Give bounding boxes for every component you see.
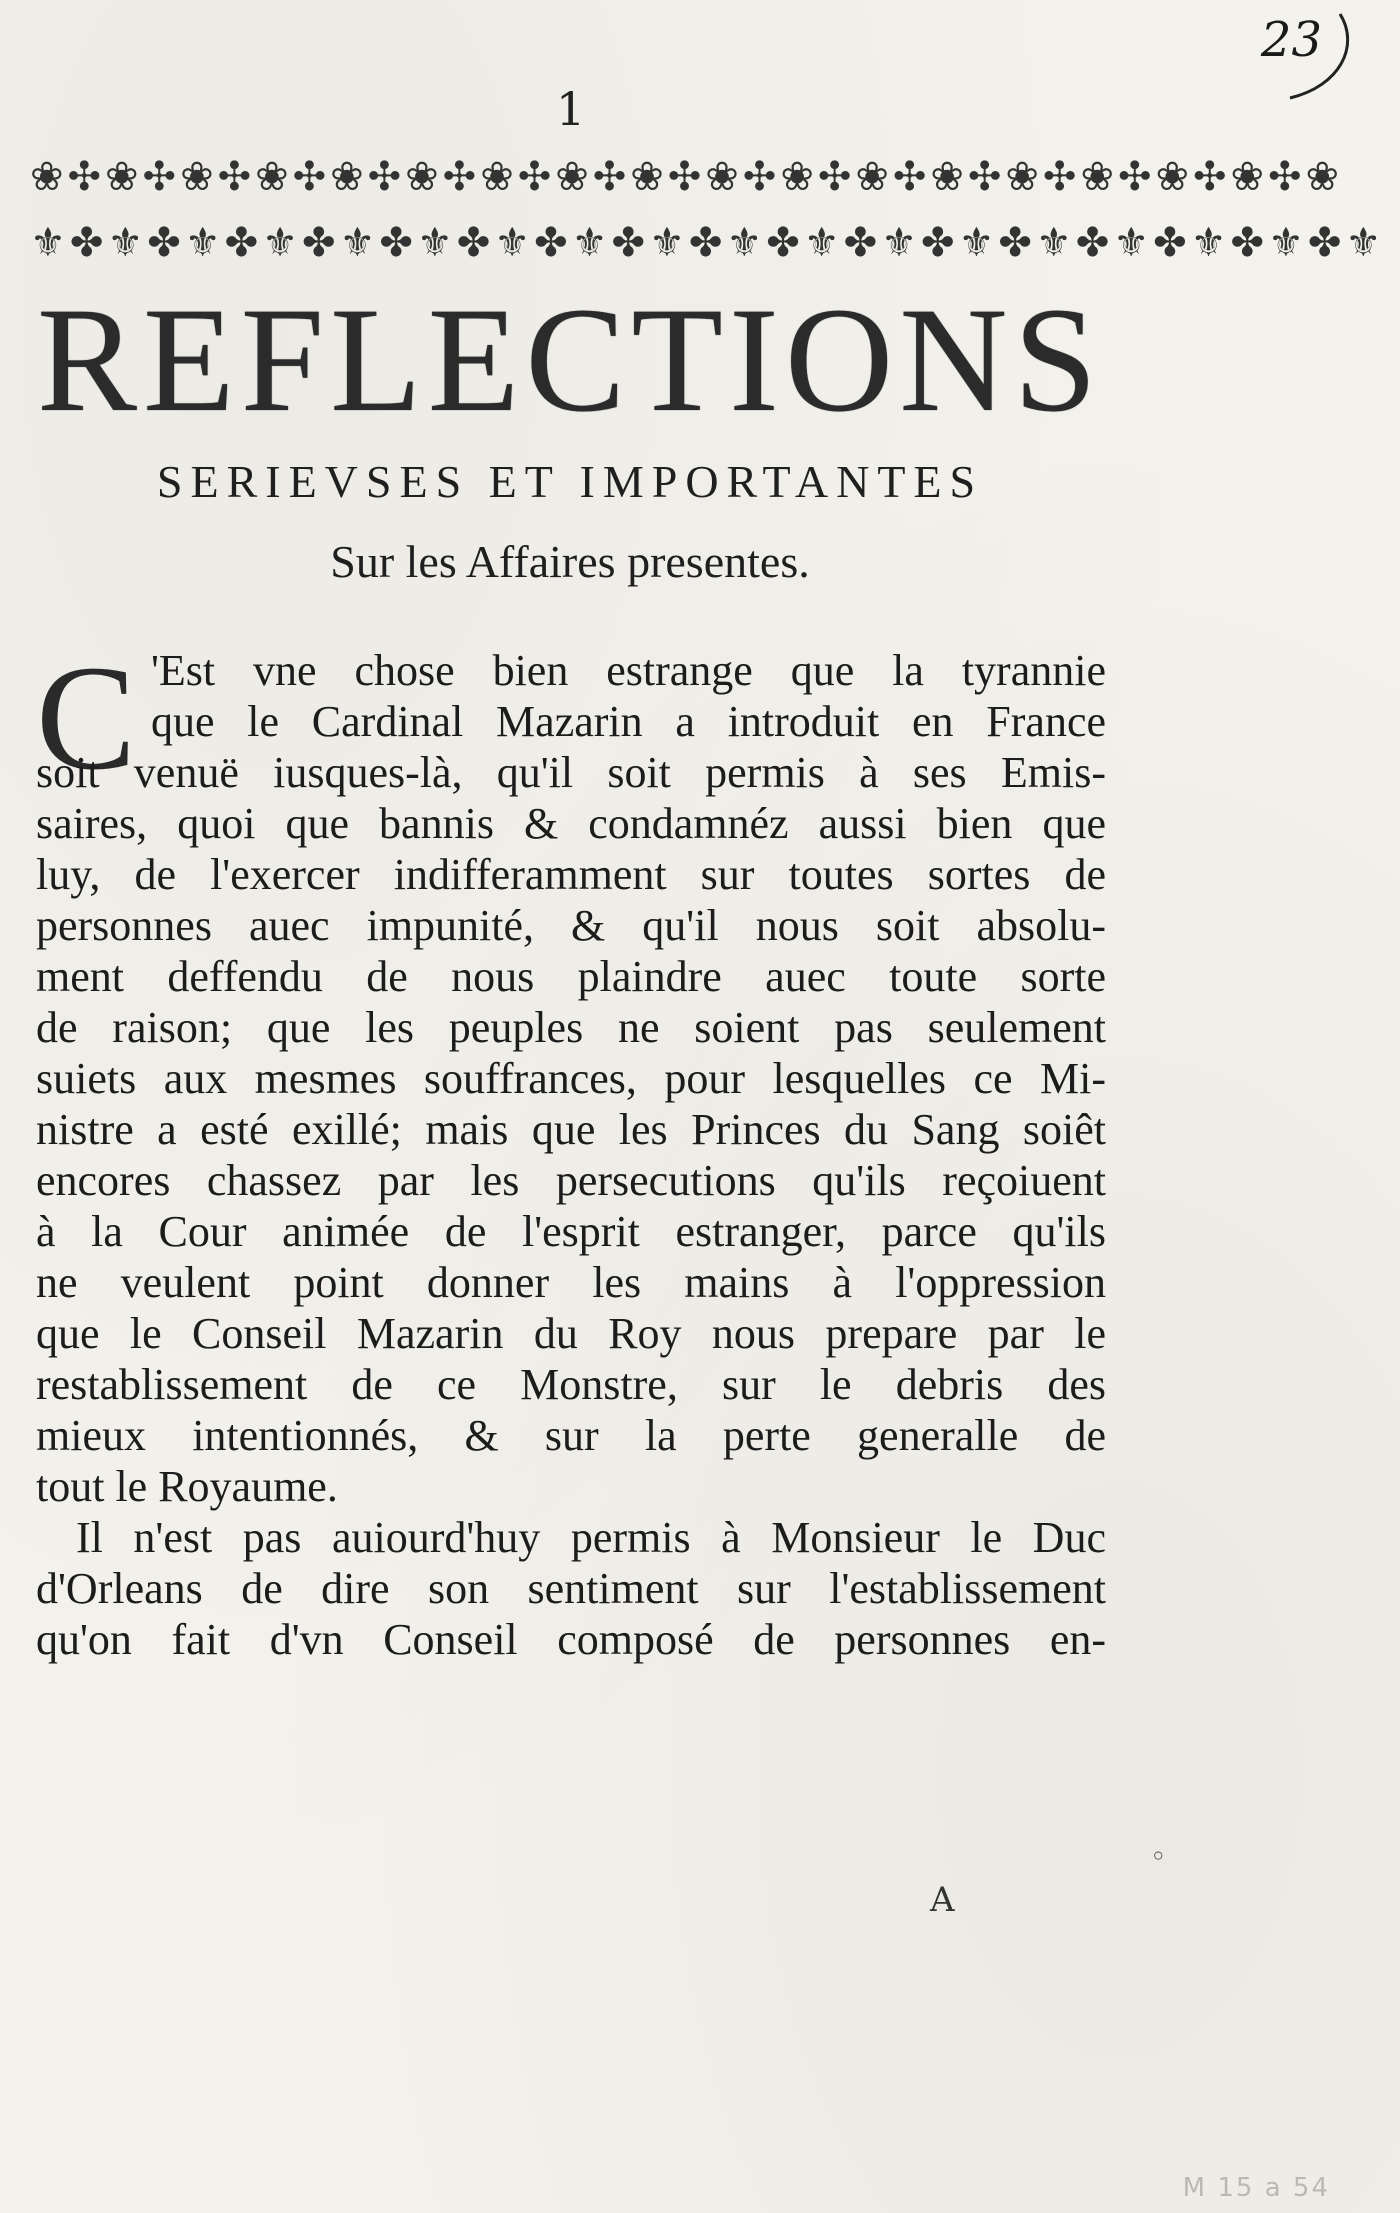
text-line: tout le Royaume.	[36, 1462, 338, 1511]
text-line: saires, quoi que bannis & condamnéz aussi bien que	[36, 799, 1106, 848]
margin-mark-icon: ◦	[1150, 1840, 1167, 1873]
text-line: ne veulent point donner les mains à l'oppression	[36, 1258, 1106, 1307]
text-line: à la Cour animée de l'esprit estranger, parce qu'ils	[36, 1207, 1106, 1256]
text-line: 'Est vne chose bien estrange que la tyrannie	[151, 646, 1106, 695]
ornament-row-top: ❀✣❀✣❀✣❀✣❀✣❀✣❀✣❀✣❀✣❀✣❀✣❀✣❀✣❀✣❀✣❀✣❀✣❀	[30, 154, 1344, 200]
text-line: encores chassez par les persecutions qu'ils reçoiuent	[36, 1156, 1106, 1205]
ornamental-border	[30, 150, 1386, 270]
text-line: que le Cardinal Mazarin a introduit en France	[151, 697, 1106, 746]
text-line: ment deffendu de nous plaindre auec toute sorte	[36, 952, 1106, 1001]
text-line: luy, de l'exercer indifferamment sur toutes sortes de	[36, 850, 1106, 899]
text-line: Il n'est pas auiourd'huy permis à Monsieur le Duc	[76, 1513, 1106, 1562]
text-line: d'Orleans de dire son sentiment sur l'establissement	[36, 1564, 1106, 1613]
subtitle-line-2: Sur les Affaires presentes.	[330, 536, 810, 587]
text-line: mieux intentionnés, & sur la perte generalle de	[36, 1411, 1106, 1460]
body-text	[36, 635, 1106, 1665]
page-title: REFLECTIONS	[36, 277, 1104, 443]
ornament-row-bottom: ⚜✤⚜✤⚜✤⚜✤⚜✤⚜✤⚜✤⚜✤⚜✤⚜✤⚜✤⚜✤⚜✤⚜✤⚜✤⚜✤⚜✤⚜	[30, 220, 1386, 266]
signature-letter: A	[930, 1880, 955, 1920]
signature-mark: 1	[556, 82, 586, 136]
text-line: suiets aux mesmes souffrances, pour lesquelles ce Mi-	[36, 1054, 1106, 1103]
folio-number: 23	[1260, 12, 1322, 68]
text-line: restablissement de ce Monstre, sur le debris des	[36, 1360, 1106, 1409]
drop-cap: C	[36, 635, 137, 801]
subtitle-line-1: SERIEVSES ET IMPORTANTES	[156, 456, 984, 507]
library-stamp: M 15 a 54	[1182, 2173, 1330, 2203]
text-line: personnes auec impunité, & qu'il nous soit absolu-	[36, 901, 1106, 950]
folio-circle-icon	[1220, 6, 1360, 106]
text-line: qu'on fait d'vn Conseil composé de personnes en-	[36, 1615, 1106, 1664]
text-line: soit venuë iusques-là, qu'il soit permis à ses Emis-	[36, 748, 1106, 797]
text-line: que le Conseil Mazarin du Roy nous prepare par le	[36, 1309, 1106, 1358]
text-line: de raison; que les peuples ne soient pas seulement	[36, 1003, 1106, 1052]
text-line: nistre a esté exillé; mais que les Princes du Sang soiêt	[36, 1105, 1106, 1154]
